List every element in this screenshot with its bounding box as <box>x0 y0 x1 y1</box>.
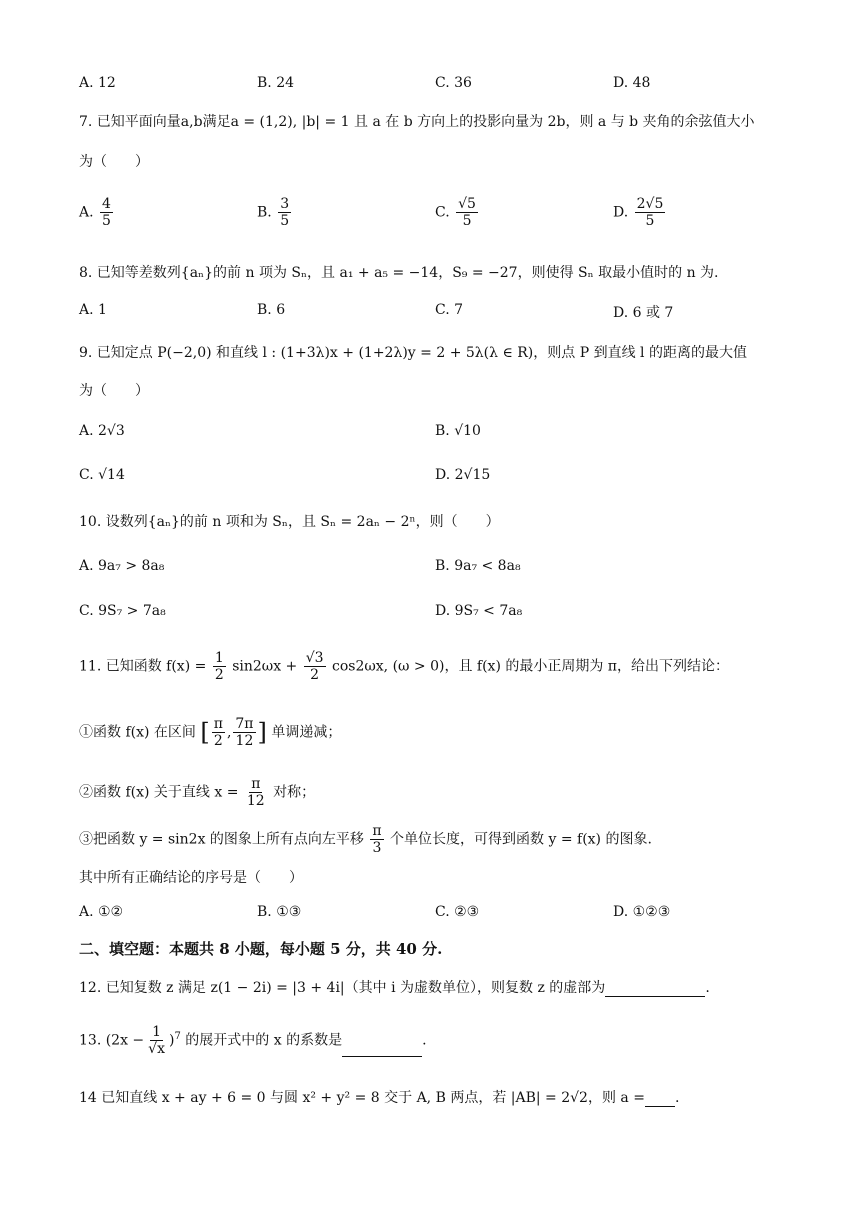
q6-option-c: C. 36 <box>435 75 472 91</box>
q13-prefix: 13. <box>79 1032 102 1049</box>
q7-stem: 7. 已知平面向量a,b满足a = (1,2), |b| = 1 且 a 在 b 方向上的投影向量为 2b，则 a 与 b 夹角的余弦值大小 <box>79 114 755 130</box>
q6-option-b: B. 24 <box>257 75 295 91</box>
q11-c1-b-num: 7π <box>235 716 254 732</box>
q11-half-frac <box>213 650 226 683</box>
q11-mid: sin2ωx + <box>232 658 298 675</box>
q11-half-num: 1 <box>214 650 224 666</box>
q10-option-a: A. 9a₇ > 8a₈ <box>79 558 165 574</box>
q13-frac <box>146 1024 167 1057</box>
q11-stem <box>79 650 729 683</box>
section-2-heading: 二、填空题：本题共 8 小题，每小题 5 分，共 40 分. <box>79 940 443 958</box>
q11-half-den: 2 <box>214 667 224 684</box>
q11-root3-frac <box>304 650 326 683</box>
q11-option-b: B. ①③ <box>257 904 302 920</box>
q7-stem-cont: 为（ ） <box>79 154 149 170</box>
q11-c2-prefix: ②函数 f(x) 关于直线 x = <box>79 784 239 801</box>
q6-option-d: D. 48 <box>613 75 651 91</box>
q11-conclusion-3 <box>79 823 652 856</box>
q9-stem: 9. 已知定点 P(−2,0) 和直线 l : (1+3λ)x + (1+2λ)y = 2 + 5λ(λ ∈ R)，则点 P 到直线 l 的距离的最大值 <box>79 345 747 361</box>
q8-option-a: A. 1 <box>79 302 107 318</box>
q7-b-den: 5 <box>280 213 290 230</box>
q7-b-num: 3 <box>280 196 290 212</box>
q11-c2-den: 12 <box>246 793 265 810</box>
q11-c3-prefix: ③把函数 y = sin2x 的图象上所有点向左平移 <box>79 831 364 848</box>
q7-d-num: 2√5 <box>636 196 664 212</box>
q7-c-num: √5 <box>458 196 476 212</box>
q11-c2-frac <box>245 776 267 809</box>
q11-option-c: C. ②③ <box>435 904 480 920</box>
q7-a-den: 5 <box>102 213 111 230</box>
q11-conclusion-2 <box>79 776 315 809</box>
q13-power: 7 <box>174 1030 181 1042</box>
question-12: 12. 已知复数 z 满足 z(1 − 2i) = |3 + 4i|（其中 i 为虚数单位），则复数 z 的虚部为 . <box>79 980 710 996</box>
q11-conclusion-1: ①函数 f(x) 在区间 [ $\frac{\pi}{2}$ , $\frac{7\pi}{12}$ ] 单调递减； <box>79 716 342 750</box>
q11-option-d: D. ①②③ <box>613 904 671 920</box>
q7-option-a-frac <box>100 196 113 229</box>
q10-option-b: B. 9a₇ < 8a₈ <box>435 558 521 574</box>
q8-stem: 8. 已知等差数列{aₙ}的前 n 项为 Sₙ，且 a₁ + a₅ = −14，S₉ = −27，则使得 Sₙ 取最小值时的 n 为. <box>79 265 719 281</box>
q8-option-c: C. 7 <box>435 302 464 318</box>
q7-option-a-label: A. <box>79 204 94 221</box>
q9-option-d: D. 2√15 <box>435 467 491 483</box>
q13-close: ) <box>169 1032 175 1049</box>
q7-option-a <box>79 196 115 229</box>
q11-suffix: cos2ωx, (ω > 0)，且 f(x) 的最小正周期为 π，给出下列结论： <box>332 658 730 675</box>
q11-c1-suffix: 单调递减； <box>271 724 342 741</box>
q11-c1-a-num: π <box>213 716 223 732</box>
q7-option-b <box>257 196 293 229</box>
q11-c2-num: π <box>251 776 261 792</box>
q7-option-c-label: C. <box>435 204 450 221</box>
q9-stem-cont: 为（ ） <box>79 383 149 399</box>
q9-option-a: A. 2√3 <box>79 423 125 439</box>
q7-option-b-label: B. <box>257 204 272 221</box>
q10-option-d: D. 9S₇ < 7a₈ <box>435 603 523 619</box>
q7-option-c <box>435 196 480 229</box>
q14-stem: 14 已知直线 x + ay + 6 = 0 与圆 x² + y² = 8 交于 A, B 两点，若 |AB| = 2√2，则 a = <box>79 1090 645 1106</box>
q10-option-c: C. 9S₇ > 7a₈ <box>79 603 166 619</box>
q6-option-a: A. 12 <box>79 75 116 91</box>
q8-option-b: B. 6 <box>257 302 286 318</box>
q8-option-d: D. 6 或 7 <box>613 305 674 321</box>
q11-c3-frac <box>370 823 383 856</box>
q11-c1-frac-a <box>212 716 225 749</box>
q10-stem: 10. 设数列{aₙ}的前 n 项和为 Sₙ，且 Sₙ = 2aₙ − 2ⁿ，则（ ） <box>79 514 500 530</box>
q9-option-b: B. √10 <box>435 423 481 439</box>
q11-c1-frac-b <box>233 716 255 749</box>
q11-root3-num: √3 <box>305 650 324 666</box>
q11-c3-den: 3 <box>372 840 382 857</box>
q11-c1-a-den: 2 <box>213 733 223 750</box>
q7-option-d-label: D. <box>613 204 629 221</box>
q13-expr: (2x − <box>105 1032 145 1049</box>
q11-c1-b-den: 12 <box>235 733 254 750</box>
q12-stem: 12. 已知复数 z 满足 z(1 − 2i) = |3 + 4i|（其中 i 为虚数单位），则复数 z 的虚部为 <box>79 980 606 996</box>
q7-option-c-frac <box>456 196 478 229</box>
q13-den: √x <box>148 1041 165 1058</box>
q13-answer-blank[interactable] <box>342 1040 422 1057</box>
q11-c3-num: π <box>372 823 382 839</box>
q7-c-den: 5 <box>462 213 472 230</box>
q9-option-c: C. √14 <box>79 467 125 483</box>
q14-answer-blank[interactable] <box>645 1090 675 1107</box>
question-13: 13. (2x − $\frac{1}{√x}$ )$^7$ 的展开式中的 x 的系数是 . <box>79 1024 427 1058</box>
q11-root3-den: 2 <box>310 667 320 684</box>
q11-c1-prefix: ①函数 f(x) 在区间 <box>79 724 196 741</box>
q11-prefix: 11. 已知函数 f(x) = <box>79 658 207 675</box>
q7-option-d-frac <box>635 196 666 229</box>
q13-num: 1 <box>152 1024 162 1040</box>
q12-answer-blank[interactable] <box>605 980 705 997</box>
q11-c2-suffix: 对称； <box>273 784 316 801</box>
q7-option-d <box>613 196 667 229</box>
q7-option-b-frac <box>278 196 291 229</box>
q7-d-den: 5 <box>645 213 655 230</box>
q11-ask: 其中所有正确结论的序号是（ ） <box>79 870 303 886</box>
q11-c3-suffix: 个单位长度，可得到函数 y = f(x) 的图象. <box>390 831 652 848</box>
q11-option-a: A. ①② <box>79 904 124 920</box>
question-14: 14 已知直线 x + ay + 6 = 0 与圆 x² + y² = 8 交于 A, B 两点，若 |AB| = 2√2，则 a = . <box>79 1090 680 1106</box>
q13-suffix: 的展开式中的 x 的系数是 <box>185 1032 343 1049</box>
q7-a-num: 4 <box>102 196 111 212</box>
